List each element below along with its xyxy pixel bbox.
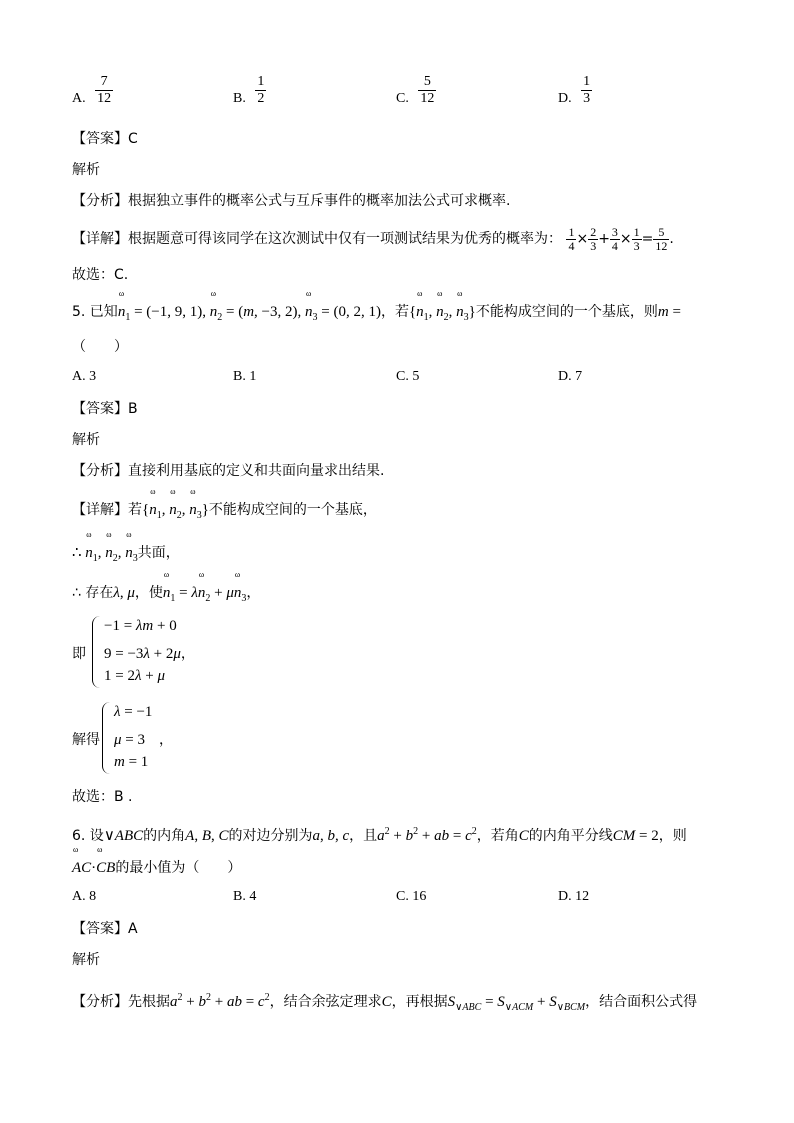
q5-fenxi: 【分析】直接利用基底的定义和共面向量求出结果. xyxy=(72,463,385,479)
q5-vectors: ω $n_1 = (-1$, 9, 1), ω $n_2 = (m$, −3, 2), ω $n_3 = (0$, 2, 1) xyxy=(118,304,381,320)
q5-system-equations: 即 −1 = λm + 0 9 = −3λ + 2μ， 1 = 2λ + μ xyxy=(72,616,372,690)
q4-fenxi: 【分析】根据独立事件的概率公式与互斥事件的概率加法公式可求概率. xyxy=(72,193,511,209)
q6-option-a: A. 8 xyxy=(72,889,97,904)
q5-solution: 解得 λ = −1 μ = 3 ， m = 1 xyxy=(72,702,372,776)
fraction: $\frac{1}{2}$ xyxy=(257,74,265,106)
brace xyxy=(102,702,111,774)
q4-option-d: D. $\frac{1}{3}$ xyxy=(558,74,591,106)
q5-exists: ∴ 存在λ, μ，使ω $n_1 = \lambda\omega$ $n_2 + \mu\omega$ $n_3$， xyxy=(72,581,734,611)
q5-option-c: C. 5 xyxy=(396,369,420,384)
q5-choose: 故选：B . xyxy=(72,789,133,805)
brace xyxy=(92,616,101,688)
fraction: $\frac{1}{3}$ xyxy=(583,74,591,106)
q4-xiangjie: 【详解】根据题意可得该同学在这次测试中仅有一项测试结果为优秀的概率为： $\frac{1}{4}$ × $\frac{2}{3}$ + $\frac{3}{4}$ × $\frac{1}{3}$ = $\frac{5}{12}$ . xyxy=(72,224,674,253)
q6-analysis-heading: 解析 xyxy=(72,952,100,968)
q5-option-a: A. 3 xyxy=(72,369,97,384)
q4-option-c: C. $\frac{5}{12}$ xyxy=(396,74,435,106)
q6-option-d: D. 12 xyxy=(558,889,590,904)
q5-paren: （ ） xyxy=(72,339,128,355)
q4-choose: 故选：C. xyxy=(72,267,129,283)
q5-option-d: D. 7 xyxy=(558,369,583,384)
q4-option-b: B. $\frac{1}{2}$ xyxy=(233,74,265,106)
fraction: $\frac{7}{12}$ xyxy=(97,74,112,106)
q6-option-c: C. 16 xyxy=(396,889,427,904)
q5-option-b: B. 1 xyxy=(233,369,257,384)
q6-fenxi: 【分析】先根据$a^2 + b^2$ + ab = $c^2$，结合余弦定理求C，再根据$S_{\vee ABC} = S_{\vee ACM} + S_{\vee BCM}$，结合面积公式得 xyxy=(72,992,698,1013)
q5-analysis-heading: 解析 xyxy=(72,432,100,448)
q5-stem: 5. 已知ω $n_1 = (-1$, 9, 1), ω $n_2 = (m$, −3, 2), ω $n_3 = (0$, 2, 1)，若{ω $n_1$, ω $n_2$, ω $n_3$}不能构成空间的一个基底，则m = xyxy=(72,300,734,330)
q4-option-a: A. $\frac{7}{12}$ xyxy=(72,74,112,106)
q6-answer: 【答案】A xyxy=(72,921,138,937)
q5-xiangjie: 【详解】若{ω $n_1$, ω $n_2$, ω $n_3$}不能构成空间的一个基底， xyxy=(72,498,734,528)
fraction: $\frac{5}{12}$ xyxy=(420,74,435,106)
q4-analysis-heading: 解析 xyxy=(72,162,100,178)
q6-option-b: B. 4 xyxy=(233,889,257,904)
q4-formula: $\frac{1}{4}$ × $\frac{2}{3}$ + $\frac{3}{4}$ × $\frac{1}{3}$ = $\frac{5}{12}$ . xyxy=(568,224,674,253)
q5-coplanar: ∴ ω $n_1$, ω $n_2$, ω $n_3$共面， xyxy=(72,541,734,571)
q4-answer: 【答案】C xyxy=(72,131,138,147)
q6-stem-2: ω AC·ω CB的最小值为（ ） xyxy=(72,856,734,880)
q6-stem: 6. 设∨ABC的内角A, B, C的对边分别为a, b, c，且$a^2 + b^2$ + ab = $c^2$，若角C的内角平分线CM = 2，则 xyxy=(72,826,687,844)
q5-answer: 【答案】B xyxy=(72,401,138,417)
